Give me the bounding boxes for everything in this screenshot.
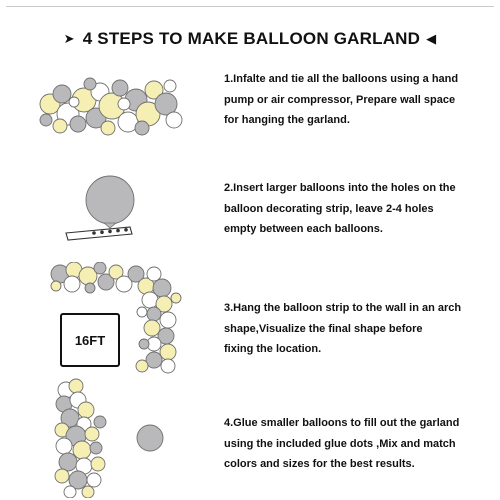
balloon-column-illustration	[50, 376, 170, 498]
step-3-line: shape,Visualize the final shape before	[224, 322, 423, 335]
balloon-icon	[53, 85, 71, 103]
top-divider	[6, 6, 494, 7]
balloon-icon	[160, 344, 176, 360]
balloon-icon	[135, 121, 149, 135]
step-2-line: empty between each balloons.	[224, 223, 383, 235]
balloon-icon	[94, 416, 106, 428]
balloon-icon	[78, 402, 94, 418]
balloon-icon	[112, 80, 128, 96]
balloon-icon	[51, 281, 61, 291]
balloon-icon	[85, 283, 95, 293]
step-4-text	[224, 413, 486, 475]
balloon-cluster-illustration	[38, 74, 186, 138]
arrow-right-icon: ➤	[63, 31, 75, 46]
balloon-icon	[56, 438, 72, 454]
step-1-text	[224, 69, 486, 131]
step-3-text	[224, 298, 486, 360]
balloon-icon	[147, 307, 161, 321]
balloon-icon	[136, 360, 148, 372]
large-balloon-icon	[86, 176, 134, 224]
balloon-icon	[64, 486, 76, 498]
balloon-icon	[139, 339, 149, 349]
balloon-icon	[53, 119, 67, 133]
balloon-icon	[137, 425, 163, 451]
balloon-icon	[142, 292, 158, 308]
step-2-text	[224, 178, 486, 240]
size-label-box: 16FT	[60, 313, 120, 367]
balloon-icon	[147, 267, 161, 281]
balloon-icon	[101, 121, 115, 135]
step-4-line: colors and sizes for the best results.	[224, 458, 415, 470]
step-2-line: 2.Insert larger balloons into the holes on the	[224, 182, 456, 194]
balloon-icon	[164, 80, 176, 92]
balloon-icon	[40, 114, 52, 126]
balloon-icon	[166, 112, 182, 128]
page-title	[0, 29, 500, 49]
balloon-icon	[161, 359, 175, 373]
balloon-strip-illustration	[60, 170, 160, 246]
step-1-line: for hanging the garland.	[224, 114, 350, 126]
step-1-line: 1.Infalte and tie all the balloons using a hand	[224, 73, 459, 85]
balloon-icon	[69, 97, 79, 107]
balloon-icon	[118, 98, 130, 110]
balloon-icon	[160, 312, 176, 328]
balloon-icon	[82, 486, 94, 498]
balloon-icon	[87, 473, 101, 487]
balloon-icon	[73, 441, 91, 459]
balloon-icon	[70, 116, 86, 132]
balloon-icon	[55, 469, 69, 483]
step-2-line: balloon decorating strip, leave 2-4 holes	[224, 202, 434, 215]
balloon-icon	[90, 442, 102, 454]
balloon-icon	[64, 276, 80, 292]
arrow-left-icon: ◀	[426, 31, 437, 46]
step-3-line: fixing the location.	[224, 343, 322, 355]
balloon-icon	[171, 293, 181, 303]
balloon-icon	[84, 78, 96, 90]
balloon-icon	[137, 307, 147, 317]
step-4-line: using the included glue dots ,Mix and match	[224, 437, 456, 450]
balloon-icon	[91, 457, 105, 471]
step-3-line: 3.Hang the balloon strip to the wall in an arch	[224, 302, 462, 314]
balloon-icon	[59, 453, 77, 471]
step-4-line: 4.Glue smaller balloons to fill out the garland	[224, 417, 460, 429]
decorating-strip-icon	[66, 227, 132, 240]
page-title-text: 4 STEPS TO MAKE BALLOON GARLAND	[82, 29, 421, 48]
balloon-icon	[144, 320, 160, 336]
step-1-line: pump or air compressor, Prepare wall space	[224, 93, 456, 106]
balloon-icon	[69, 379, 83, 393]
balloon-icon	[85, 427, 99, 441]
balloon-icon	[94, 262, 106, 274]
